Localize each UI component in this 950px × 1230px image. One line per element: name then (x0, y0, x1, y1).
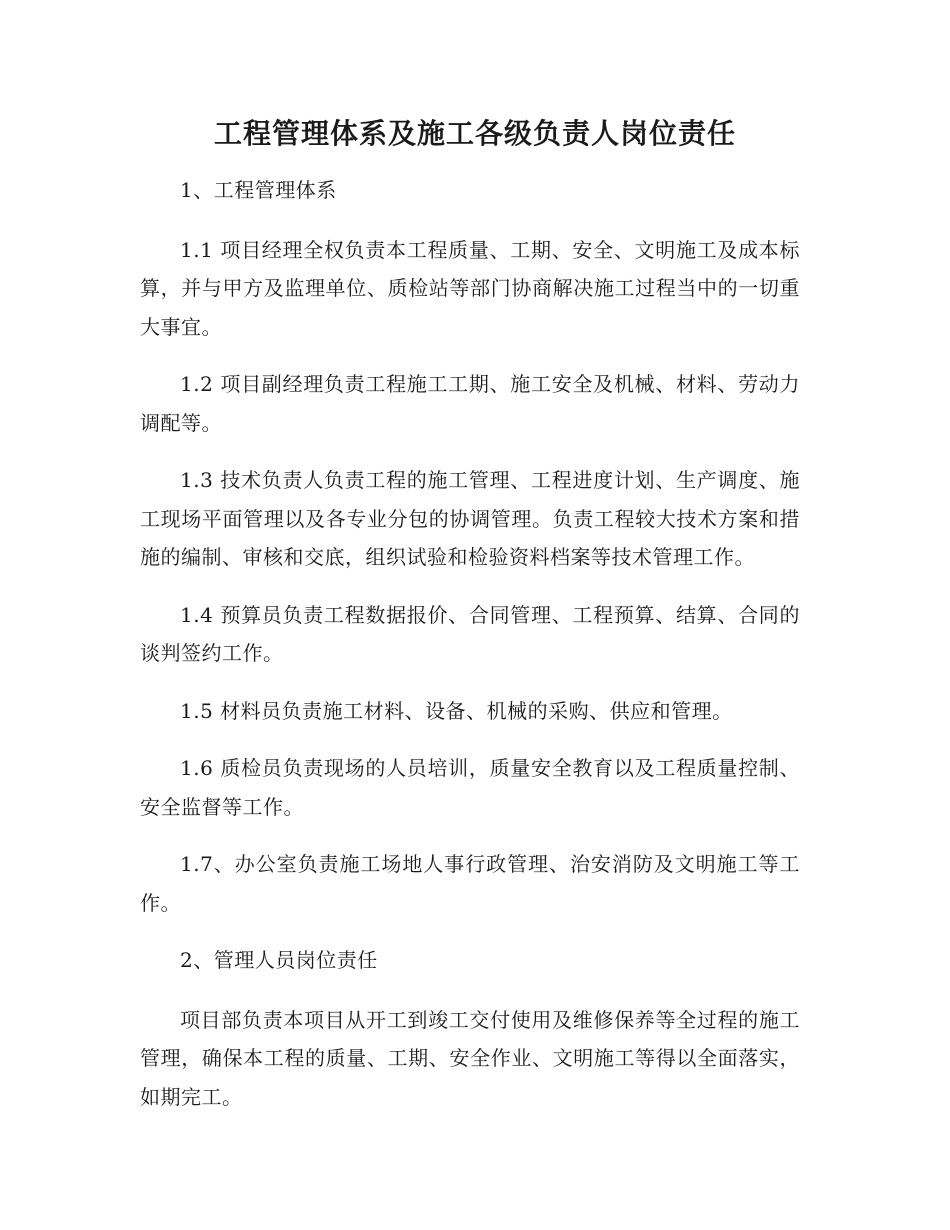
section-heading-2: 2、管理人员岗位责任 (180, 948, 378, 972)
paragraph-1-4: 1.4 预算员负责工程数据报价、合同管理、工程预算、结算、合同的谈判签约工作。 (140, 602, 800, 665)
paragraph-1-5: 1.5 材料员负责施工材料、设备、机械的采购、供应和管理。 (180, 698, 733, 723)
paragraph-1-6: 1.6 质检员负责现场的人员培训，质量安全教育以及工程质量控制、安全监督等工作。 (140, 756, 800, 819)
paragraph-1-7: 1.7、办公室负责施工场地人事行政管理、治安消防及文明施工等工作。 (140, 852, 800, 915)
paragraph-1-1: 1.1 项目经理全权负责本工程质量、工期、安全、文明施工及成本标算，并与甲方及监理单位、质检站等部门协商解决施工过程当中的一切重大事宜。 (140, 237, 800, 339)
document-title: 工程管理体系及施工各级负责人岗位责任 (213, 117, 736, 150)
paragraph-1-2: 1.2 项目副经理负责工程施工工期、施工安全及机械、材料、劳动力调配等。 (140, 372, 800, 435)
section-heading-1: 1、工程管理体系 (180, 178, 337, 202)
paragraph-1-3: 1.3 技术负责人负责工程的施工管理、工程进度计划、生产调度、施工现场平面管理以及各专业分包的协调管理。负责工程较大技术方案和措施的编制、审核和交底，组织试验和检验资料档案等技术管理工作。 (140, 468, 800, 569)
paragraph-2-body: 项目部负责本项目从开工到竣工交付使用及维修保养等全过程的施工管理，确保本工程的质量、工期、安全作业、文明施工等得以全面落实，如期完工。 (140, 1007, 800, 1109)
